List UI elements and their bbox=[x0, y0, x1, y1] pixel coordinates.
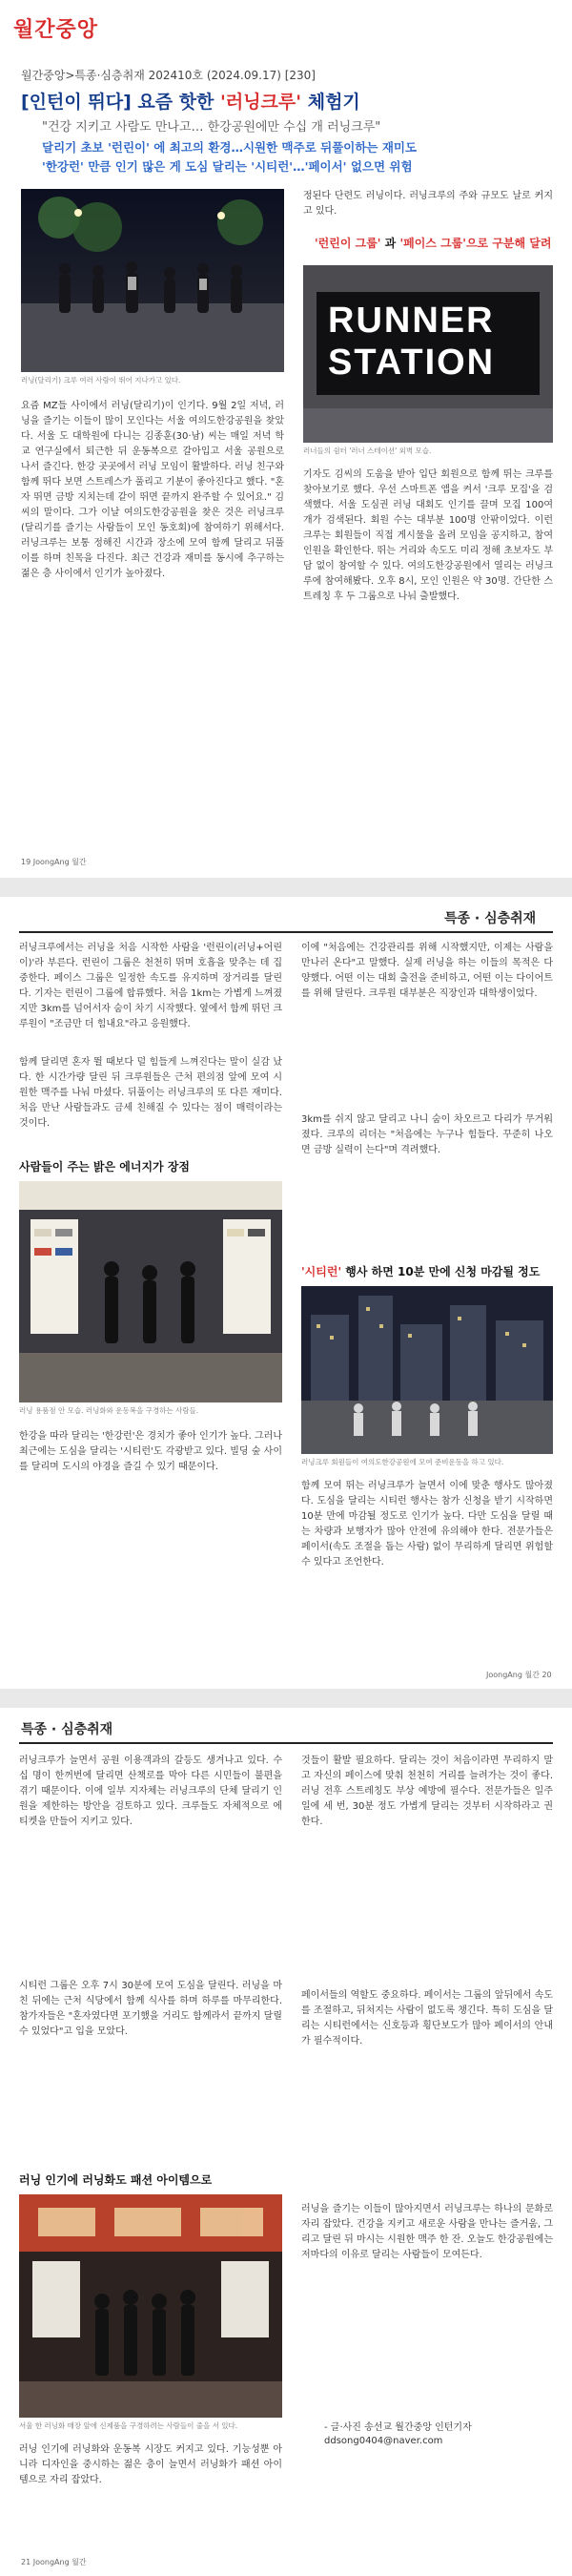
page1-folio: 19 JoongAng 월간 bbox=[21, 858, 87, 866]
sneaker-store-caption: 서울 한 러닝화 매장 앞에 신제품을 구경하려는 사람들이 줄을 서 있다. bbox=[19, 2421, 238, 2430]
headline-suffix: 체험기 bbox=[301, 92, 360, 113]
page2-left-text-1: 러닝크루에서는 러닝을 처음 시작한 사람을 '런린이(러닝+어린이)'라 부른다. 런린이 그룹은 천천히 뛰며 호흡을 맞추는 데 집중한다. 페이스 그룹은 일정한 속도를 유지하며 장거리를 달린다. 기자는 런린이 그룹에 합류했다. 처음 1km는 가볍게 느껴졌지만 3km를 넘어서자 숨이 차기 시작했다. 옆에서 함께 뛰던 크루원이 "조금만 더 힘내요"라고 응원했다. bbox=[19, 943, 282, 1029]
headline-keyword: '러닝크루' bbox=[220, 92, 302, 113]
page3-section-rule bbox=[19, 1742, 553, 1744]
box-heading-pace-group: '페이스 그룹'으로 구분해 달려 bbox=[399, 237, 552, 250]
page-21 bbox=[0, 1708, 572, 2576]
page2-section-rule bbox=[19, 931, 553, 933]
subhead-1: 달리기 초보 '런린이' 에 최고의 환경…시원한 맥주로 뒤풀이하는 재미도 bbox=[42, 140, 418, 155]
page3-section-title: 특종 · 심층취재 bbox=[21, 1722, 113, 1737]
author-byline bbox=[324, 2421, 553, 2448]
page2-left-text-2: 함께 달리면 혼자 뛸 때보다 덜 힘들게 느껴진다는 말이 실감 났다. 한 시간가량 달린 뒤 크루원들은 근처 편의점 앞에 모여 시원한 맥주를 나눠 마셨다. 뒤풀이는 러닝크루의 또 다른 재미다. 처음 만난 사람들과도 금세 친해질 수 있다는 점이 매력이라는 것이다. bbox=[19, 1057, 282, 1129]
runner-station-caption: 러너들의 쉼터 '러너 스테이션' 외벽 모습. bbox=[303, 447, 432, 455]
page3-inset-heading: 러닝 인기에 러닝화도 패션 아이템으로 bbox=[19, 2173, 213, 2187]
city-run-photo bbox=[301, 1286, 553, 1454]
night-run-caption: 러닝(달리기) 크루 여러 사람이 뛰어 지나가고 있다. bbox=[21, 376, 181, 384]
page2-left-text-3: 한강을 따라 달리는 '한강런'은 경치가 좋아 인기가 높다. 그러나 최근에는 도심을 달리는 '시티런'도 각광받고 있다. 빌딩 숲 사이를 달리며 도시의 야경을 즐길 수 있기 때문이다. bbox=[19, 1431, 282, 1472]
page1-right-top-text: 정된다 단련도 러닝이다. 러닝크루의 주와 규모도 날로 커지고 있다. bbox=[303, 191, 553, 217]
masthead-logo: 월간중앙 bbox=[13, 18, 99, 42]
page3-right-text-1: 것들이 활발 필요하다. 달리는 것이 처음이라면 무리하지 말고 자신의 페이스에 맞춰 천천히 거리를 늘려가는 것이 좋다. 러닝 전후 스트레칭도 부상 예방에 필수다. 전문가들은 일주일에 세 번, 30분 정도 가볍게 달리는 것부터 시작하라고 권한다. bbox=[301, 1755, 553, 1827]
night-run-photo bbox=[21, 189, 284, 372]
city-run-caption: 러닝크루 회원들이 여의도한강공원에 모여 준비운동을 하고 있다. bbox=[301, 1458, 504, 1466]
box-heading-connector: 과 bbox=[380, 237, 400, 250]
page2-section-title: 특종 · 심층취재 bbox=[444, 911, 537, 926]
page2-right-text-1: 이에 "처음에는 건강관리를 위해 시작했지만, 이제는 사람을 만나러 온다"고 말했다. 실제 러닝을 하는 이들의 목적은 다양했다. 어떤 이는 대회 출전을 준비하고, 어떤 이는 다이어트를 위해 달린다. 크루원 대부분은 직장인과 대학생이었다. bbox=[301, 943, 553, 999]
source-line: 월간중앙>특종·심층취재 202410호 (2024.09.17) [230] bbox=[21, 69, 316, 82]
headline-prefix: [인턴이 뛰다] bbox=[21, 92, 132, 113]
page3-left-text-2: 시티런 그룹은 오후 7시 30분에 모여 도심을 달린다. 러닝을 마친 뒤에는 근처 식당에서 함께 식사를 하며 하루를 마무리한다. 참가자들은 "혼자였다면 포기했을 거리도 함께라서 끝까지 달릴 수 있었다"고 입을 모았다. bbox=[19, 1981, 282, 2037]
page1-right-bottom-text: 기자도 김씨의 도움을 받아 입단 회원으로 함께 뛰는 크루를 찾아보기로 했다. 우선 스마트폰 앱을 켜서 '크루 모집'을 검색했다. 서울 도심권 러닝 대회도 인기를 끌며 모집 100여 개가 검색된다. 회원 수는 대부분 100명 안팎이었다. 이런 크루는 회원들이 직접 게시물을 올려 모임을 공지하고, 참여 인원을 확인한다. 뛰는 거리와 속도도 미리 정해 초보자도 부담 없이 참여할 수 있다. 여의도한강공원에서 열리는 러닝크루에 참여해봤다. 오후 8시, 모인 인원은 약 30명. 간단한 스트레칭 후 두 그룹으로 나눠 출발했다. bbox=[303, 469, 553, 602]
page-20 bbox=[0, 897, 572, 1689]
sign-line-1: RUNNER bbox=[328, 301, 495, 341]
page3-folio: 21 JoongAng 월간 bbox=[21, 2558, 87, 2566]
box-heading-run-beginner: '런린이 그룹' bbox=[315, 237, 381, 250]
author-email: ddsong0404@naver.com bbox=[324, 2436, 443, 2446]
store-caption: 러닝 용품점 안 모습. 러닝화와 운동복을 구경하는 사람들. bbox=[19, 1406, 199, 1415]
store-photo bbox=[19, 1181, 282, 1402]
page2-box-heading bbox=[301, 1263, 553, 1279]
sign-line-2: STATION bbox=[328, 343, 496, 383]
page2-right-text-3: 함께 모여 뛰는 러닝크루가 늘면서 이에 맞춘 행사도 많아졌다. 도심을 달리는 시티런 행사는 참가 신청을 받기 시작하면 10분 만에 마감될 정도로 인기가 높다. 다만 도심을 달릴 때는 차량과 보행자가 많아 안전에 유의해야 한다. 전문가들은 페이서(속도 조절을 돕는 사람) 없이 무리하게 달리면 위험할 수 있다고 조언한다. bbox=[301, 1481, 553, 1568]
author-name: - 글·사진 송선교 월간중앙 인턴기자 bbox=[324, 2422, 472, 2433]
subhead-2: '한강런' 만큼 인기 많은 게 도심 달리는 '시티런'…'페이서' 없으면 위험 bbox=[42, 159, 413, 174]
runner-station-sign bbox=[317, 292, 540, 395]
page2-right-text-2: 3km를 쉬지 않고 달리고 나니 숨이 차오르고 다리가 무거워졌다. 크루의 리더는 "처음에는 누구나 힘들다. 꾸준히 나오면 금방 실력이 는다"며 격려했다. bbox=[301, 1114, 553, 1155]
headline-middle: 요즘 핫한 bbox=[131, 92, 221, 113]
headline-quote: "건강 지키고 사람도 만나고… 한강공원에만 수십 개 러닝크루" bbox=[42, 120, 381, 135]
article-headline bbox=[21, 88, 360, 114]
page3-left-text-3: 러닝 인기에 러닝화와 운동복 시장도 커지고 있다. 기능성뿐 아니라 디자인을 중시하는 젊은 층이 늘면서 러닝화가 패션 아이템으로 자리 잡았다. bbox=[19, 2444, 282, 2485]
page3-left-text-1: 러닝크루가 늘면서 공원 이용객과의 갈등도 생겨나고 있다. 수십 명이 한꺼번에 달리면 산책로를 막아 다른 시민들이 불편을 겪기 때문이다. 이에 일부 지자체는 러닝크루의 단체 달리기 인원을 제한하는 방안을 검토하고 있다. 크루들도 자체적으로 에티켓을 만들어 지키고 있다. bbox=[19, 1755, 282, 1827]
page3-right-text-3: 러닝을 즐기는 이들이 많아지면서 러닝크루는 하나의 문화로 자리 잡았다. 건강을 지키고 새로운 사람을 만나는 즐거움, 그리고 달린 뒤 마시는 시원한 맥주 한 잔. 오늘도 한강공원에는 저마다의 이유로 달리는 사람들이 모여든다. bbox=[301, 2204, 553, 2260]
page1-box-heading bbox=[315, 235, 553, 251]
page3-right-text-2: 페이서들의 역할도 중요하다. 페이서는 그룹의 앞뒤에서 속도를 조절하고, 뒤처지는 사람이 없도록 챙긴다. 특히 도심을 달리는 시티런에서는 신호등과 횡단보도가 많아 페이서의 안내가 필수적이다. bbox=[301, 1990, 553, 2046]
page-19 bbox=[0, 0, 572, 878]
box-heading-city-run-rest: 행사 하면 10분 만에 신청 마감될 정도 bbox=[341, 1265, 541, 1278]
box-heading-city-run: '시티런' bbox=[301, 1265, 342, 1278]
page1-left-column: 요즘 MZ들 사이에서 러닝(달리기)이 인기다. 9월 2일 저녁, 러닝을 즐기는 이들이 많이 모인다는 서울 여의도한강공원을 찾았다. 서울 도 대학원에 다니는 김종훈(30·남) 씨는 매일 저녁 학교 연구실에서 퇴근한 뒤 운동복으로 갈아입고 서울 공원으로 나서 즐긴다. 한강 곳곳에서 러닝 모임이 활발하다. 러닝 친구와 함께 뛰다 보면 스트레스가 풀리고 기분이 좋아진다고 했다. "혼자 뛰면 금방 지치는데 같이 뛰면 끝까지 완주할 수 있어요." 김씨의 말이다. 그가 이날 여의도한강공원을 찾은 것은 러닝크루(달리기를 즐기는 사람들이 모인 동호회)에 참여하기 위해서다. 러닝크루는 보통 정해진 시간과 장소에 모여 함께 달리고 뒤풀이를 하며 친목을 다진다. 최근 건강과 재미를 동시에 추구하는 젊은 층 사이에서 인기가 높아졌다. bbox=[21, 401, 284, 579]
page2-inset-heading: 사람들이 주는 밝은 에너지가 장점 bbox=[19, 1160, 191, 1174]
runner-station-photo bbox=[303, 265, 553, 443]
sneaker-store-photo bbox=[19, 2194, 282, 2418]
page2-folio: JoongAng 월간 20 bbox=[486, 1671, 552, 1679]
